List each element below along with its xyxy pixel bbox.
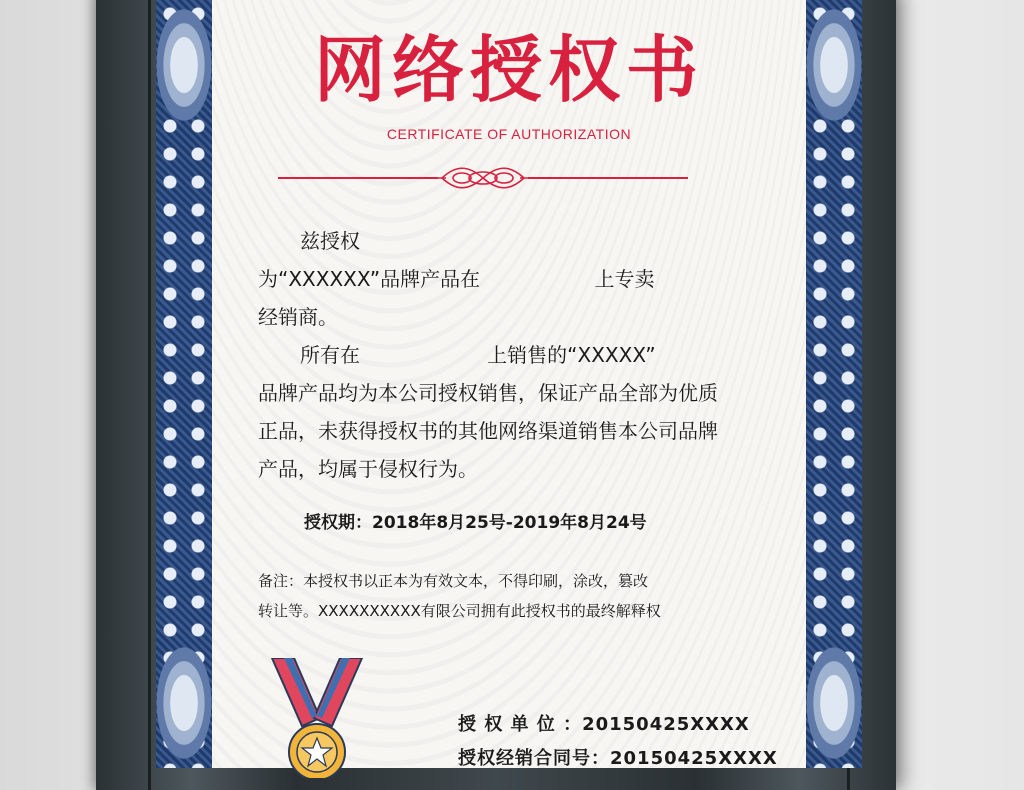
certificate-subtitle: CERTIFICATE OF AUTHORIZATION — [386, 126, 632, 142]
divider-right — [528, 177, 688, 179]
body-line: 兹授权 — [300, 229, 360, 253]
right-decorative-border — [806, 0, 862, 768]
body-line: 经销商。 — [258, 305, 338, 329]
contract-number-label: 授权经销合同号： — [458, 748, 610, 769]
body-line: 正品，未获得授权书的其他网络渠道销售本公司品牌 — [258, 419, 718, 443]
certificate-title: 网络授权书 — [313, 28, 704, 112]
contract-number — [458, 744, 778, 770]
body-line: 品牌产品均为本公司授权销售，保证产品全部为优质 — [258, 381, 718, 405]
medal-icon — [262, 658, 372, 778]
note-line: 转让等。XXXXXXXXXX有限公司拥有此授权书的最终解释权 — [258, 602, 661, 620]
body-line: 所有在 上销售的“XXXXX” — [300, 343, 656, 367]
authorized-unit-value: 20150425XXXX — [582, 714, 750, 735]
contract-number-value: 20150425XXXX — [610, 748, 778, 769]
authorization-period: 授权期：2018年8月25号-2019年8月24号 — [304, 513, 647, 533]
certificate-body — [258, 222, 778, 488]
divider-left — [278, 177, 438, 179]
certificate-paper — [212, 0, 806, 768]
body-line: 为“XXXXXX”品牌产品在 上专卖 — [258, 267, 655, 291]
left-decorative-border — [156, 0, 212, 768]
body-line: 产品，均属于侵权行为。 — [258, 457, 478, 481]
ornament-knot-icon — [438, 163, 528, 193]
authorized-unit-label: 授 权 单 位 ： — [458, 714, 583, 735]
note-line: 备注：本授权书以正本为有效文本，不得印刷，涂改，篡改 — [258, 572, 649, 590]
authorized-unit — [458, 710, 750, 736]
certificate-note — [258, 566, 778, 626]
